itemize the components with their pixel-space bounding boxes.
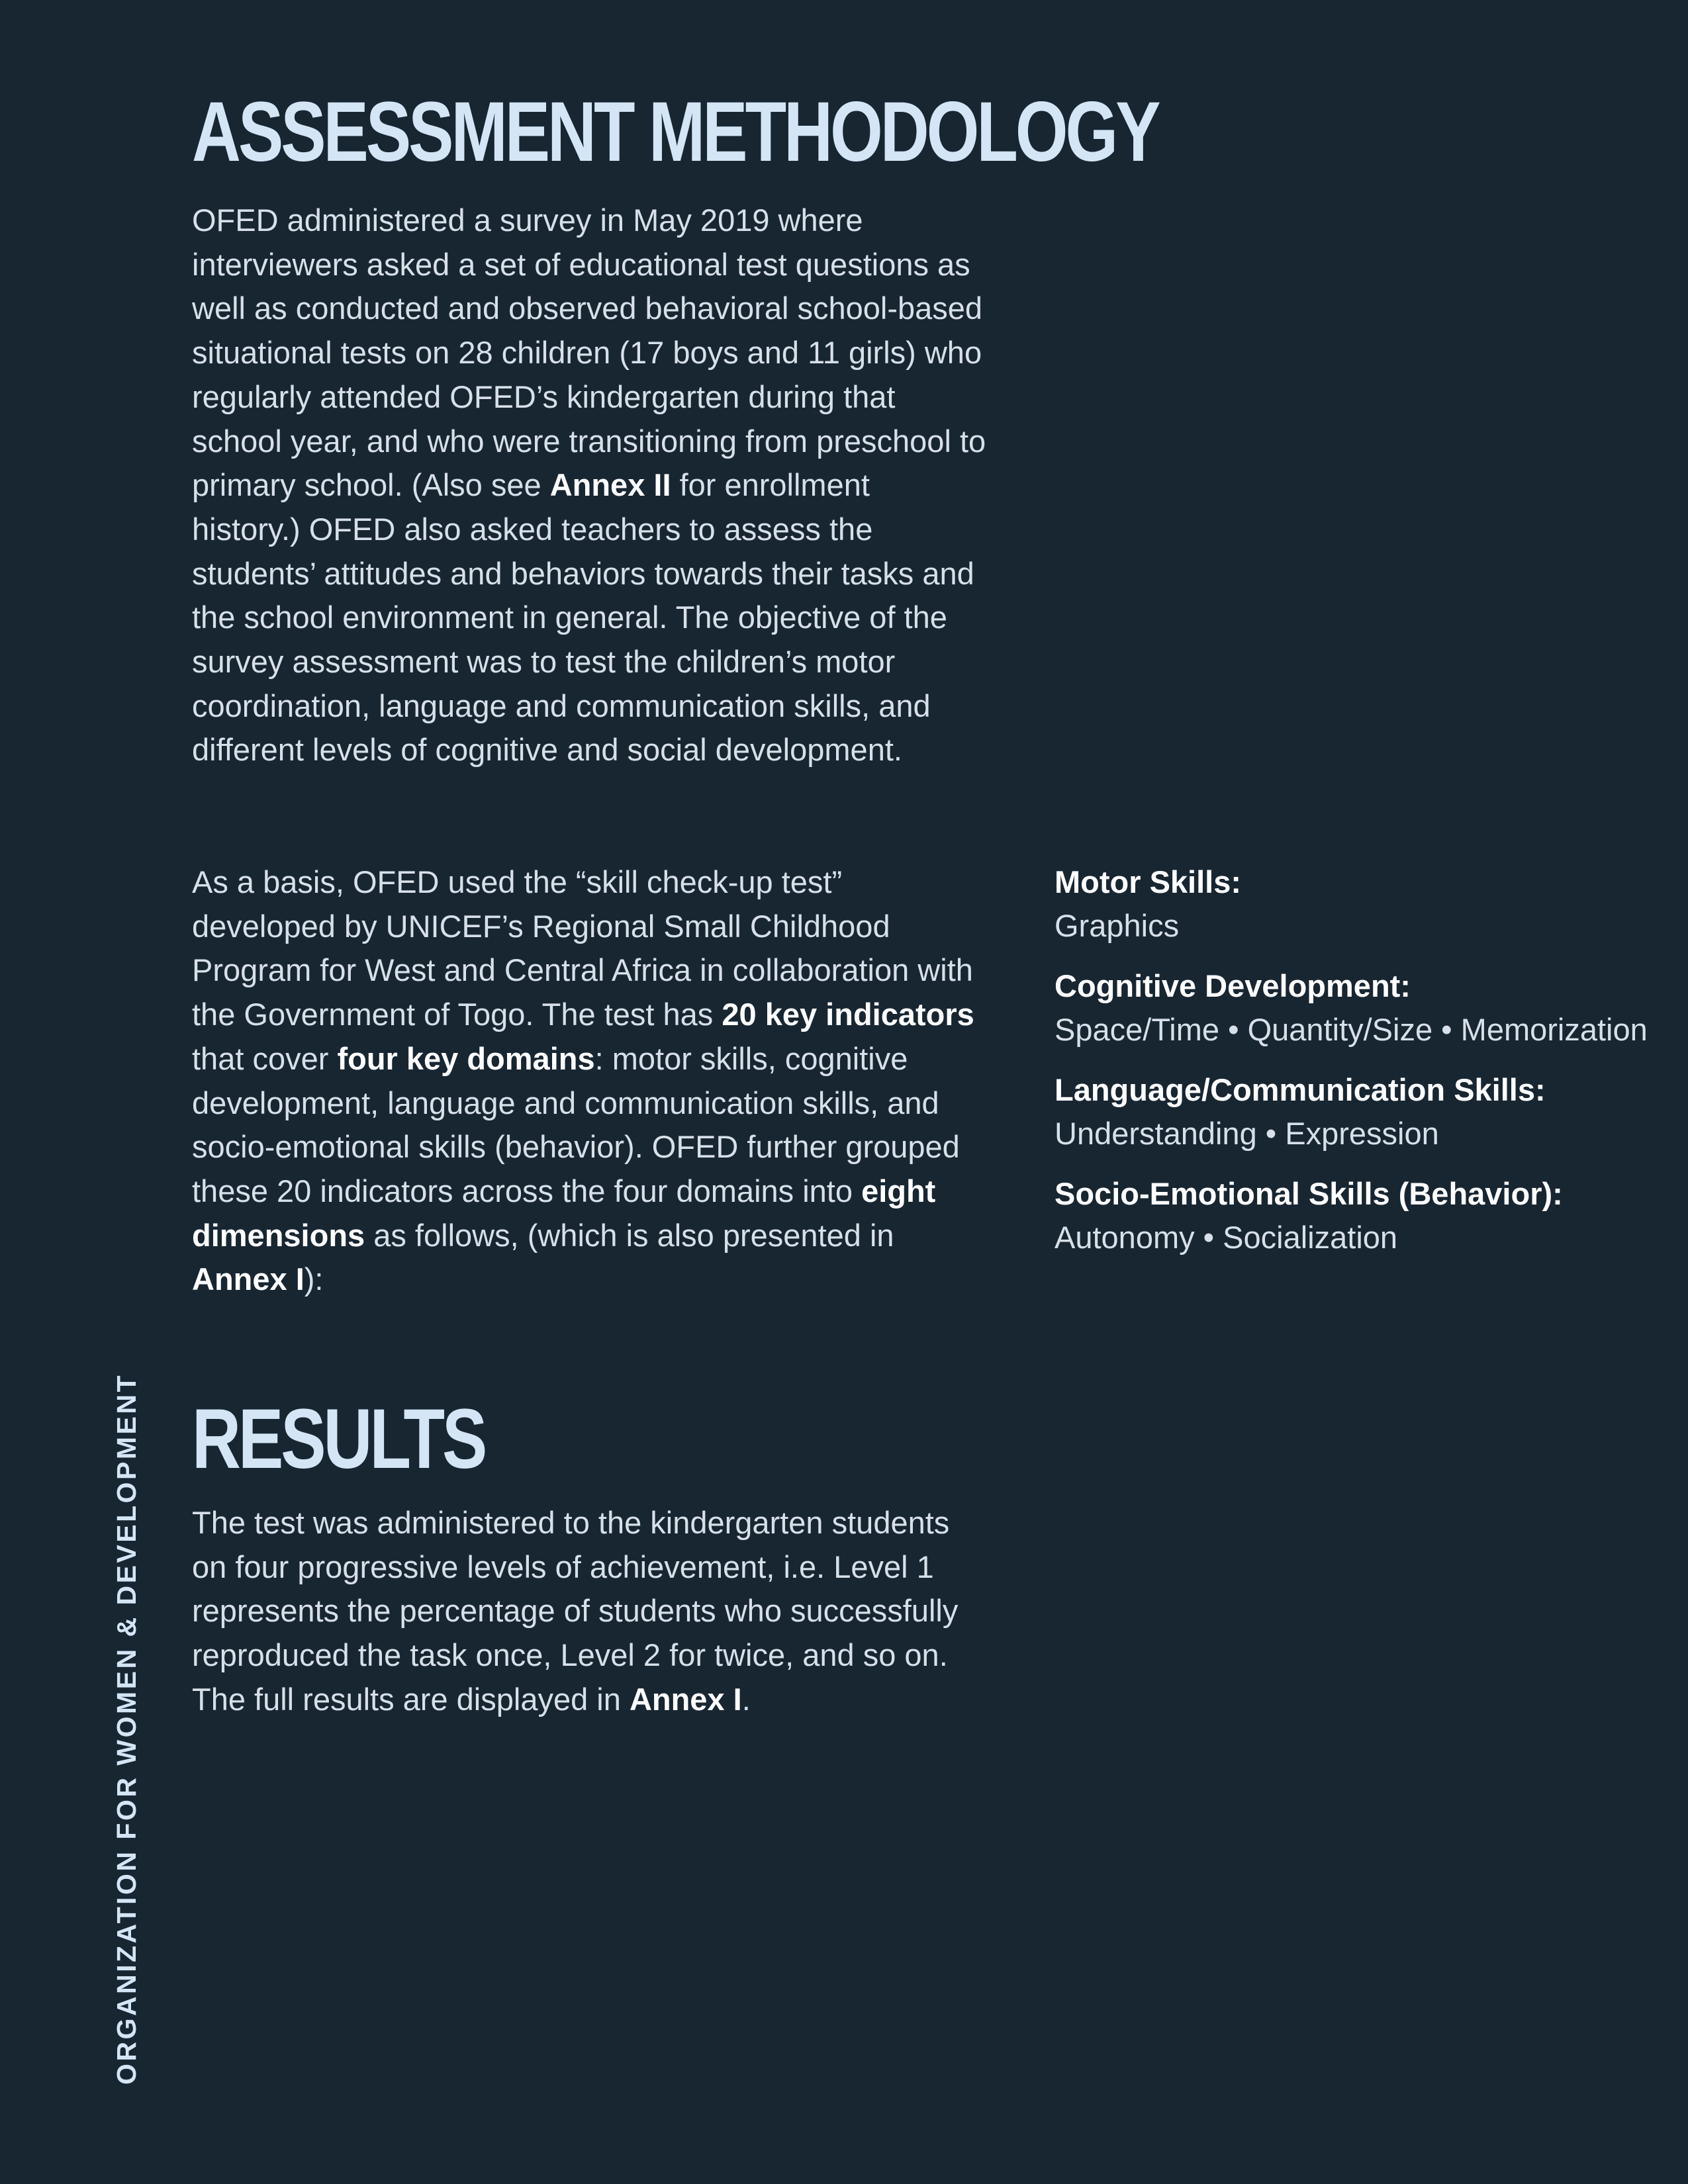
annex-ii-reference: Annex II: [549, 467, 671, 503]
key-domains-emphasis: four key domains: [337, 1040, 595, 1076]
methodology-paragraph-1: [192, 199, 986, 772]
dimension-title: Cognitive Development:: [1055, 968, 1411, 1003]
text-run: .: [741, 1681, 751, 1717]
dimension-language-communication: [1055, 1068, 1650, 1156]
annex-i-reference: Annex I: [192, 1261, 305, 1297]
dimension-socio-emotional: [1055, 1172, 1650, 1259]
annex-i-reference: Annex I: [629, 1681, 742, 1717]
dimension-items: Graphics: [1055, 908, 1180, 943]
eight-dimensions-emphasis: eight dimensions: [192, 1173, 936, 1253]
methodology-heading: ASSESSMENT METHODOLOGY: [192, 85, 1158, 179]
text-run: OFED administered a survey in May 2019 where interviewers asked a set of educational test questions as well as conducted and observed behavioral school-based situational tests on 28 children (17 boys and 11 girls) who regularly attended OFED’s kindergarten during that school year, and who were transitioning from preschool to primary school. (Also see: [192, 203, 986, 503]
results-paragraph: [192, 1501, 986, 1722]
text-run: : motor skills, cognitive development, language and communication skills, and socio-emotional skills (behavior). OFED further grouped these 20 indicators across the four domains into: [192, 1040, 960, 1208]
text-run: ):: [304, 1261, 324, 1297]
dimensions-list: [1055, 860, 1650, 1276]
text-run: As a basis, OFED used the “skill check-up test” developed by UNICEF’s Regional Small Childhood Program for West and Central Africa in collaboration with the Government of Togo. The test has: [192, 864, 973, 1032]
dimension-title: Socio-Emotional Skills (Behavior):: [1055, 1176, 1563, 1211]
results-heading: RESULTS: [192, 1392, 485, 1486]
organization-side-label: ORGANIZATION FOR WOMEN & DEVELOPMENT: [111, 1373, 142, 2085]
text-run: for enrollment history.) OFED also asked teachers to assess the students’ attitudes and behaviors towards their tasks and the school environment in general. The objective of the survey assessment was to test the children’s motor coordination, language and communication skills, and different levels of cognitive and social development.: [192, 467, 974, 768]
dimension-title: Language/Communication Skills:: [1055, 1072, 1546, 1107]
text-run: The test was administered to the kindergarten students on four progressive levels of achievement, i.e. Level 1 represents the percentage of students who successfully reproduced the task once, Level 2 for twice, and so on. The full results are displayed in: [192, 1505, 959, 1717]
dimension-title: Motor Skills:: [1055, 864, 1242, 899]
methodology-paragraph-2: [192, 860, 986, 1302]
key-indicators-emphasis: 20 key indicators: [722, 997, 974, 1032]
dimension-cognitive-development: [1055, 964, 1650, 1052]
dimension-motor-skills: [1055, 860, 1650, 948]
text-run: as follows, (which is also presented in: [365, 1217, 894, 1253]
text-run: that cover: [192, 1040, 338, 1076]
dimension-items: Understanding • Expression: [1055, 1116, 1439, 1151]
dimension-items: Space/Time • Quantity/Size • Memorization: [1055, 1012, 1648, 1047]
dimension-items: Autonomy • Socialization: [1055, 1220, 1398, 1255]
